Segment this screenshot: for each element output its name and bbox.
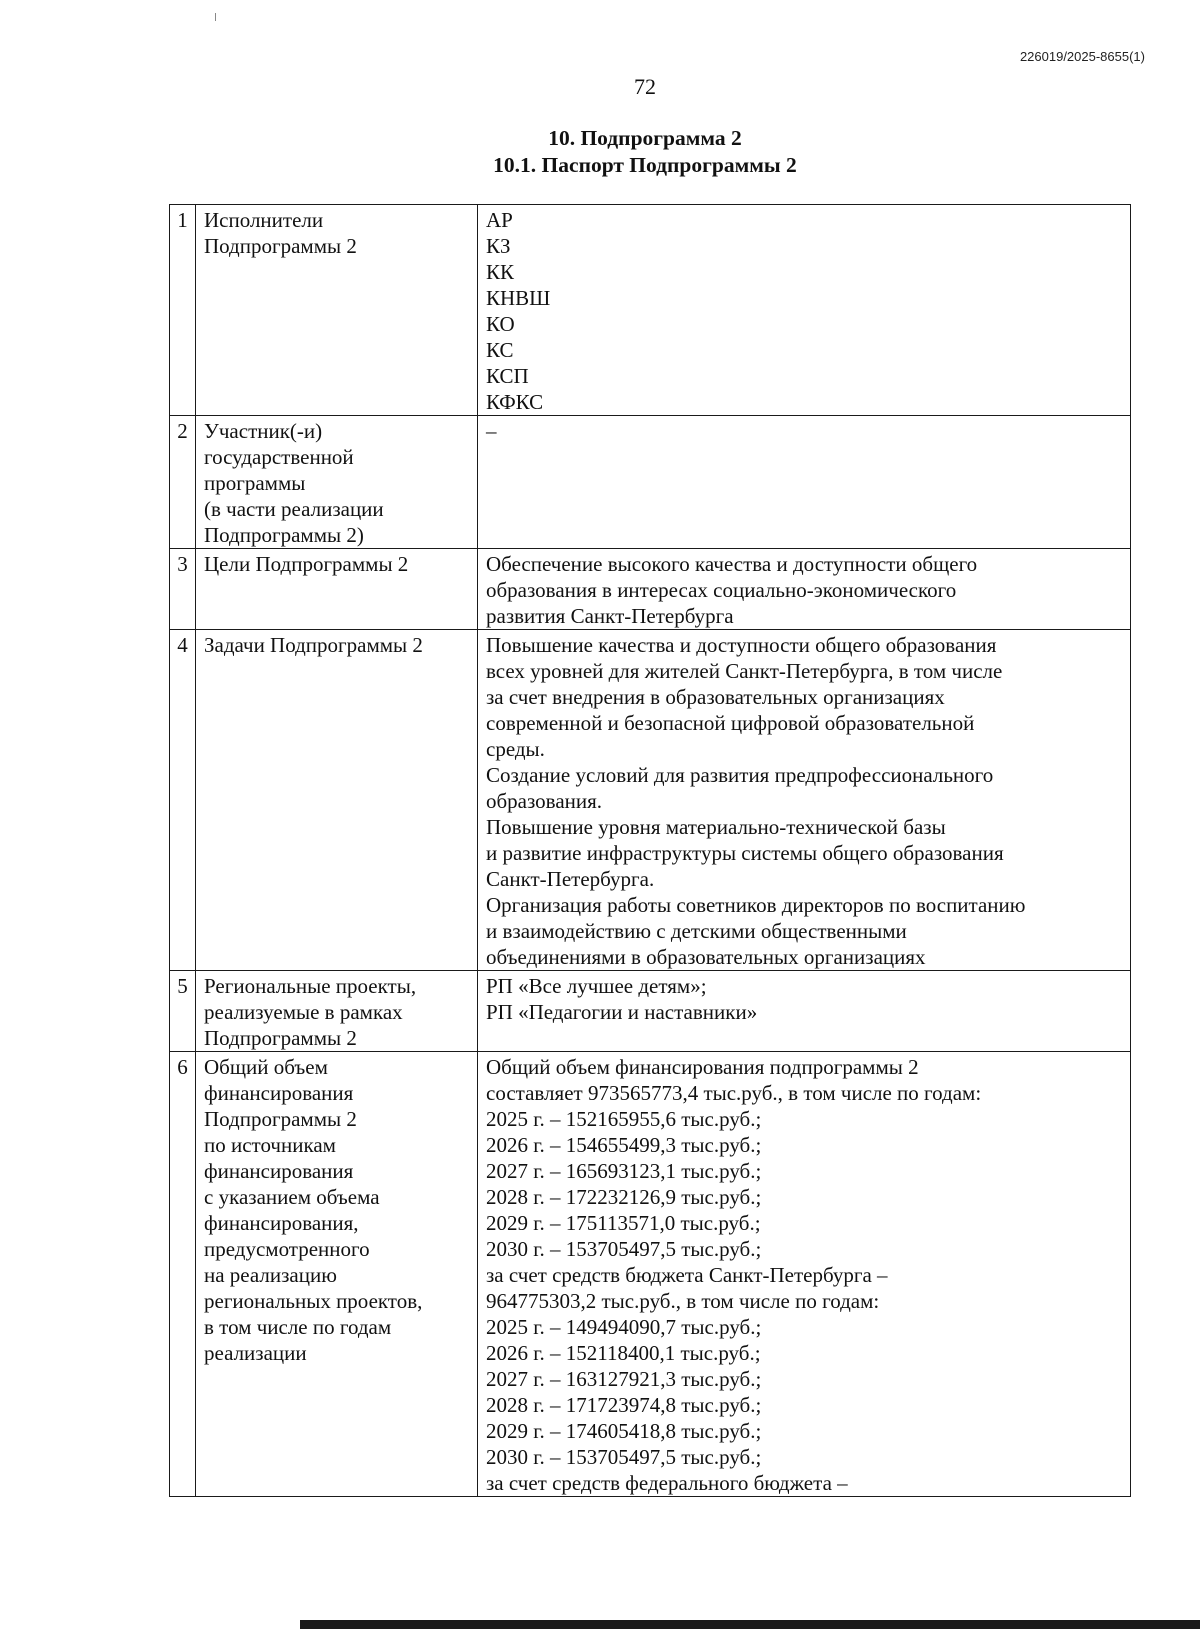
row-value-line: 2029 г. – 175113571,0 тыс.руб.;	[486, 1211, 761, 1235]
table-row	[170, 971, 1131, 1052]
row-value-line: современной и безопасной цифровой образовательной	[486, 711, 975, 735]
row-name-line: с указанием объема	[204, 1185, 380, 1209]
table-row	[170, 1052, 1131, 1497]
passport-table	[169, 204, 1131, 1497]
row-value-line: Повышение уровня материально-технической базы	[486, 815, 946, 839]
page-title	[0, 125, 1200, 179]
row-value-line: 2025 г. – 152165955,6 тыс.руб.;	[486, 1107, 762, 1131]
row-value-line: среды.	[486, 737, 545, 761]
row-value-line: 2028 г. – 171723974,8 тыс.руб.;	[486, 1393, 762, 1417]
document-id: 226019/2025-8655(1)	[1019, 49, 1145, 64]
row-value-cell	[478, 971, 1131, 1052]
page-number: 72	[634, 74, 656, 99]
row-value-line: за счет внедрения в образовательных организациях	[486, 685, 945, 709]
row-value-line: образования в интересах социально-экономического	[486, 578, 957, 602]
row-value-line: 2026 г. – 154655499,3 тыс.руб.;	[486, 1133, 762, 1157]
row-name-line: на реализацию	[204, 1263, 337, 1287]
row-value-line: КФКС	[486, 390, 544, 414]
row-name-line: Участник(-и)	[204, 419, 323, 443]
row-name-cell	[196, 416, 478, 549]
row-name-cell	[196, 549, 478, 630]
row-value-line: 2027 г. – 163127921,3 тыс.руб.;	[486, 1367, 762, 1391]
row-number: 4	[170, 630, 196, 971]
title-line-2: 10.1. Паспорт Подпрограммы 2	[493, 153, 797, 177]
scan-edge-bar	[300, 1620, 1200, 1629]
row-name-line: в том числе по годам	[204, 1315, 392, 1339]
row-number: 3	[170, 549, 196, 630]
row-name-line: Цели Подпрограммы 2	[204, 552, 409, 576]
row-value-line: образования.	[486, 789, 603, 813]
row-value-line: 2026 г. – 152118400,1 тыс.руб.;	[486, 1341, 761, 1365]
row-value-line: 2027 г. – 165693123,1 тыс.руб.;	[486, 1159, 762, 1183]
row-value-line: Санкт-Петербурга.	[486, 867, 655, 891]
row-name-line: Подпрограммы 2)	[204, 523, 364, 547]
table-row	[170, 416, 1131, 549]
row-value-line: РП «Педагогии и наставники»	[486, 1000, 758, 1024]
row-number: 2	[170, 416, 196, 549]
row-value-line: КНВШ	[486, 286, 551, 310]
scan-mark	[215, 13, 216, 21]
row-name-line: Подпрограммы 2	[204, 1107, 357, 1131]
row-value-cell	[478, 630, 1131, 971]
row-name-line: (в части реализации	[204, 497, 384, 521]
row-name-line: реализации	[204, 1341, 307, 1365]
row-name-line: Подпрограммы 2	[204, 234, 357, 258]
table-row	[170, 549, 1131, 630]
row-value-line: –	[486, 419, 497, 443]
row-value-line: Организация работы советников директоров по воспитанию	[486, 893, 1026, 917]
row-value-cell	[478, 549, 1131, 630]
row-value-line: 2030 г. – 153705497,5 тыс.руб.;	[486, 1445, 762, 1469]
row-name-line: финансирования	[204, 1081, 354, 1105]
row-name-line: по источникам	[204, 1133, 336, 1157]
row-value-line: Обеспечение высокого качества и доступности общего	[486, 552, 978, 576]
row-value-line: Общий объем финансирования подпрограммы 2	[486, 1055, 919, 1079]
row-value-line: развития Санкт-Петербурга	[486, 604, 734, 628]
table-row	[170, 630, 1131, 971]
row-value-line: КО	[486, 312, 515, 336]
row-value-line: Создание условий для развития предпрофессионального	[486, 763, 994, 787]
row-name-line: реализуемые в рамках	[204, 1000, 403, 1024]
row-value-line: и развитие инфраструктуры системы общего образования	[486, 841, 1004, 865]
row-value-line: РП «Все лучшее детям»;	[486, 974, 707, 998]
title-line-1: 10. Подпрограмма 2	[548, 126, 742, 150]
row-name-line: финансирования	[204, 1159, 354, 1183]
row-value-line: объединениями в образовательных организациях	[486, 945, 926, 969]
row-value-cell	[478, 1052, 1131, 1497]
row-name-line: государственной	[204, 445, 354, 469]
row-value-line: составляет 973565773,4 тыс.руб., в том числе по годам:	[486, 1081, 982, 1105]
row-value-line: АР	[486, 208, 513, 232]
row-value-line: Повышение качества и доступности общего образования	[486, 633, 997, 657]
row-name-line: программы	[204, 471, 306, 495]
row-name-cell	[196, 971, 478, 1052]
row-number: 5	[170, 971, 196, 1052]
row-name-line: финансирования,	[204, 1211, 359, 1235]
row-number: 6	[170, 1052, 196, 1497]
row-name-line: предусмотренного	[204, 1237, 370, 1261]
row-value-line: КЗ	[486, 234, 511, 258]
row-value-line: за счет средств бюджета Санкт-Петербурга –	[486, 1263, 888, 1287]
row-name-line: Общий объем	[204, 1055, 328, 1079]
row-name-line: Задачи Подпрограммы 2	[204, 633, 423, 657]
row-name-line: региональных проектов,	[204, 1289, 423, 1313]
row-value-line: 2030 г. – 153705497,5 тыс.руб.;	[486, 1237, 762, 1261]
row-value-line: 2029 г. – 174605418,8 тыс.руб.;	[486, 1419, 762, 1443]
row-value-line: и взаимодействию с детскими общественными	[486, 919, 907, 943]
row-name-cell	[196, 1052, 478, 1497]
row-name-cell	[196, 205, 478, 416]
row-value-line: 2028 г. – 172232126,9 тыс.руб.;	[486, 1185, 762, 1209]
row-value-cell	[478, 416, 1131, 549]
row-name-line: Исполнители	[204, 208, 324, 232]
row-value-line: 964775303,2 тыс.руб., в том числе по годам:	[486, 1289, 880, 1313]
row-value-line: КК	[486, 260, 515, 284]
row-number: 1	[170, 205, 196, 416]
row-value-line: КСП	[486, 364, 529, 388]
row-value-line: за счет средств федерального бюджета –	[486, 1471, 848, 1495]
row-value-line: КС	[486, 338, 514, 362]
row-value-cell	[478, 205, 1131, 416]
table-row	[170, 205, 1131, 416]
row-name-line: Региональные проекты,	[204, 974, 417, 998]
row-name-cell	[196, 630, 478, 971]
row-name-line: Подпрограммы 2	[204, 1026, 357, 1050]
row-value-line: 2025 г. – 149494090,7 тыс.руб.;	[486, 1315, 762, 1339]
row-value-line: всех уровней для жителей Санкт-Петербурга, в том числе	[486, 659, 1003, 683]
